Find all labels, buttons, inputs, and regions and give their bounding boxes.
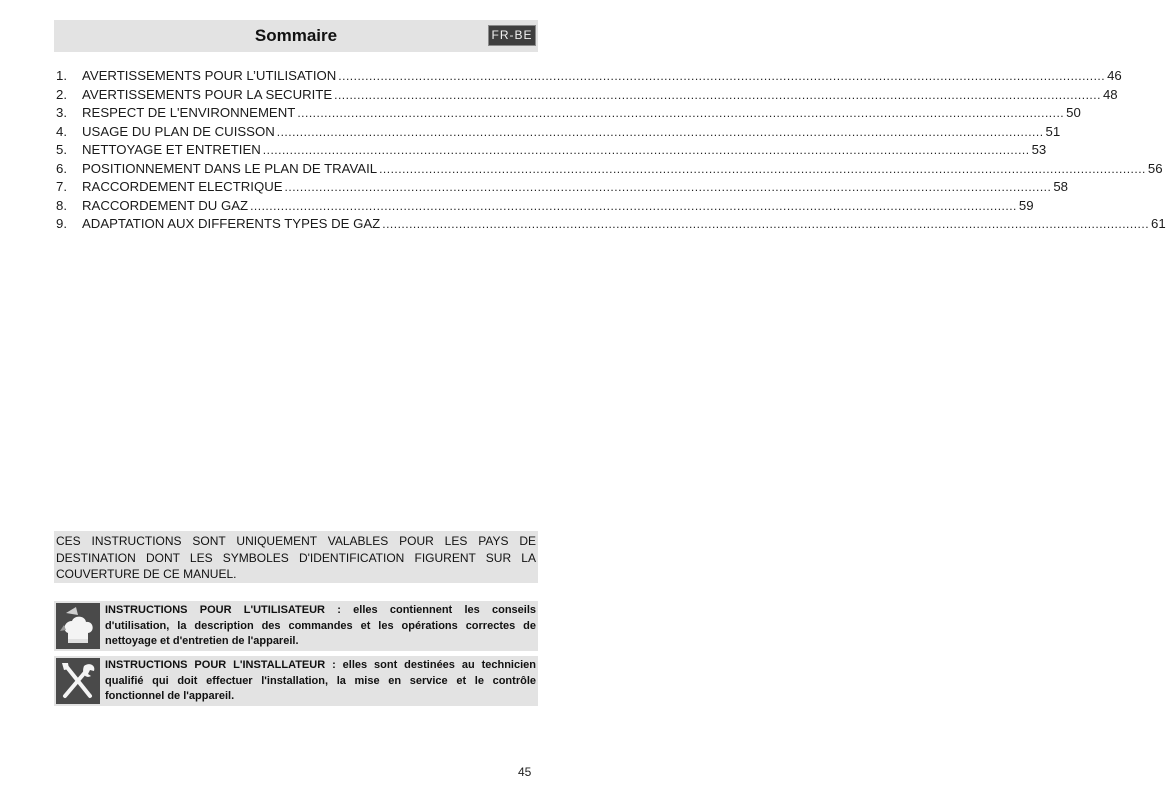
toc-entry — [56, 67, 1122, 86]
toc-entry-page: 51 — [1045, 123, 1061, 139]
installer-instructions-text: INSTRUCTIONS POUR L'INSTALLATEUR : elles sont destinées au technicien qualifié qui doit effectuer l'installation, la mise en service et le contrôle fonctionnel de l'appareil. — [105, 659, 536, 702]
toc-entry-page: 53 — [1031, 142, 1047, 157]
toc-dot-leader: ........................................................................................................................................................................................................ — [382, 217, 1150, 231]
toc-entry-number: 1. — [56, 68, 67, 83]
header-bar — [54, 20, 538, 52]
toc-entry-number: 8. — [56, 197, 67, 213]
tools-icon — [56, 658, 100, 704]
toc-entry — [56, 178, 1068, 197]
toc-dot-leader: ........................................................................................................................................................................................................ — [284, 180, 1052, 194]
toc-dot-leader: ........................................................................................................................................................................................................ — [250, 198, 1017, 213]
toc-entry — [56, 86, 1118, 105]
toc-entry-number: 2. — [56, 86, 67, 102]
toc-entry — [56, 123, 1061, 142]
toc-entry-page: 58 — [1053, 179, 1068, 194]
toc-entry — [56, 215, 1166, 234]
toc-dot-leader: ........................................................................................................................................................................................................ — [262, 143, 1030, 157]
toc-entry — [56, 197, 1034, 216]
page-title: Sommaire — [254, 26, 338, 45]
installer-instructions-box — [54, 656, 538, 706]
toc-dot-leader: ........................................................................................................................................................................................................ — [276, 124, 1044, 139]
toc-entry — [56, 160, 1163, 179]
toc-dot-leader: ........................................................................................................................................................................................................ — [379, 161, 1146, 176]
toc-entry-title: ADAPTATION AUX DIFFERENTS TYPES DE GAZ — [82, 216, 381, 231]
toc-entry-page: 46 — [1107, 68, 1122, 83]
toc-entry-page: 48 — [1102, 86, 1118, 102]
toc-dot-leader: ........................................................................................................................................................................................................ — [297, 106, 1065, 120]
toc-entry-number: 3. — [56, 105, 67, 120]
toc-entry-page: 61 — [1151, 216, 1166, 231]
toc-entry-page: 50 — [1066, 105, 1081, 120]
chef-hat-icon — [56, 603, 100, 649]
user-instructions-box — [54, 601, 538, 651]
page-number: 45 — [518, 765, 532, 779]
toc-entry-title: POSITIONNEMENT DANS LE PLAN DE TRAVAIL — [82, 160, 378, 176]
toc-entry-title: USAGE DU PLAN DE CUISSON — [82, 123, 275, 139]
toc-entry-title: AVERTISSEMENTS POUR LA SECURITE — [82, 86, 333, 102]
toc-entry-number: 9. — [56, 216, 67, 231]
toc-entry — [56, 141, 1047, 160]
toc-entry-number: 4. — [56, 123, 67, 139]
user-instructions-text: INSTRUCTIONS POUR L'UTILISATEUR : elles contiennent les conseils d'utilisation, la description des commandes et les opérations correctes de nettoyage et d'entretien de l'appareil. — [105, 604, 536, 647]
validity-notice: CES INSTRUCTIONS SONT UNIQUEMENT VALABLES POUR LES PAYS DE DESTINATION DONT LES SYMBOLES D'IDENTIFICATION FIGURENT SUR LA COUVERTURE DE CE MANUEL. — [54, 531, 538, 583]
toc-entry-page: 59 — [1018, 197, 1034, 213]
toc-dot-leader: ........................................................................................................................................................................................................ — [334, 87, 1101, 102]
table-of-contents — [56, 67, 1166, 234]
toc-entry-number: 6. — [56, 160, 67, 176]
toc-entry-number: 5. — [56, 142, 67, 157]
language-badge: FR-BE — [488, 25, 536, 46]
toc-entry-number: 7. — [56, 179, 67, 194]
toc-entry-title: RESPECT DE L'ENVIRONNEMENT — [82, 105, 296, 120]
toc-entry-title: NETTOYAGE ET ENTRETIEN — [82, 142, 261, 157]
toc-entry — [56, 104, 1081, 123]
toc-entry-page: 56 — [1147, 160, 1163, 176]
toc-entry-title: AVERTISSEMENTS POUR L’UTILISATION — [82, 68, 337, 83]
toc-entry-title: RACCORDEMENT DU GAZ — [82, 197, 249, 213]
toc-entry-title: RACCORDEMENT ELECTRIQUE — [82, 179, 283, 194]
toc-dot-leader: ........................................................................................................................................................................................................ — [338, 69, 1106, 83]
